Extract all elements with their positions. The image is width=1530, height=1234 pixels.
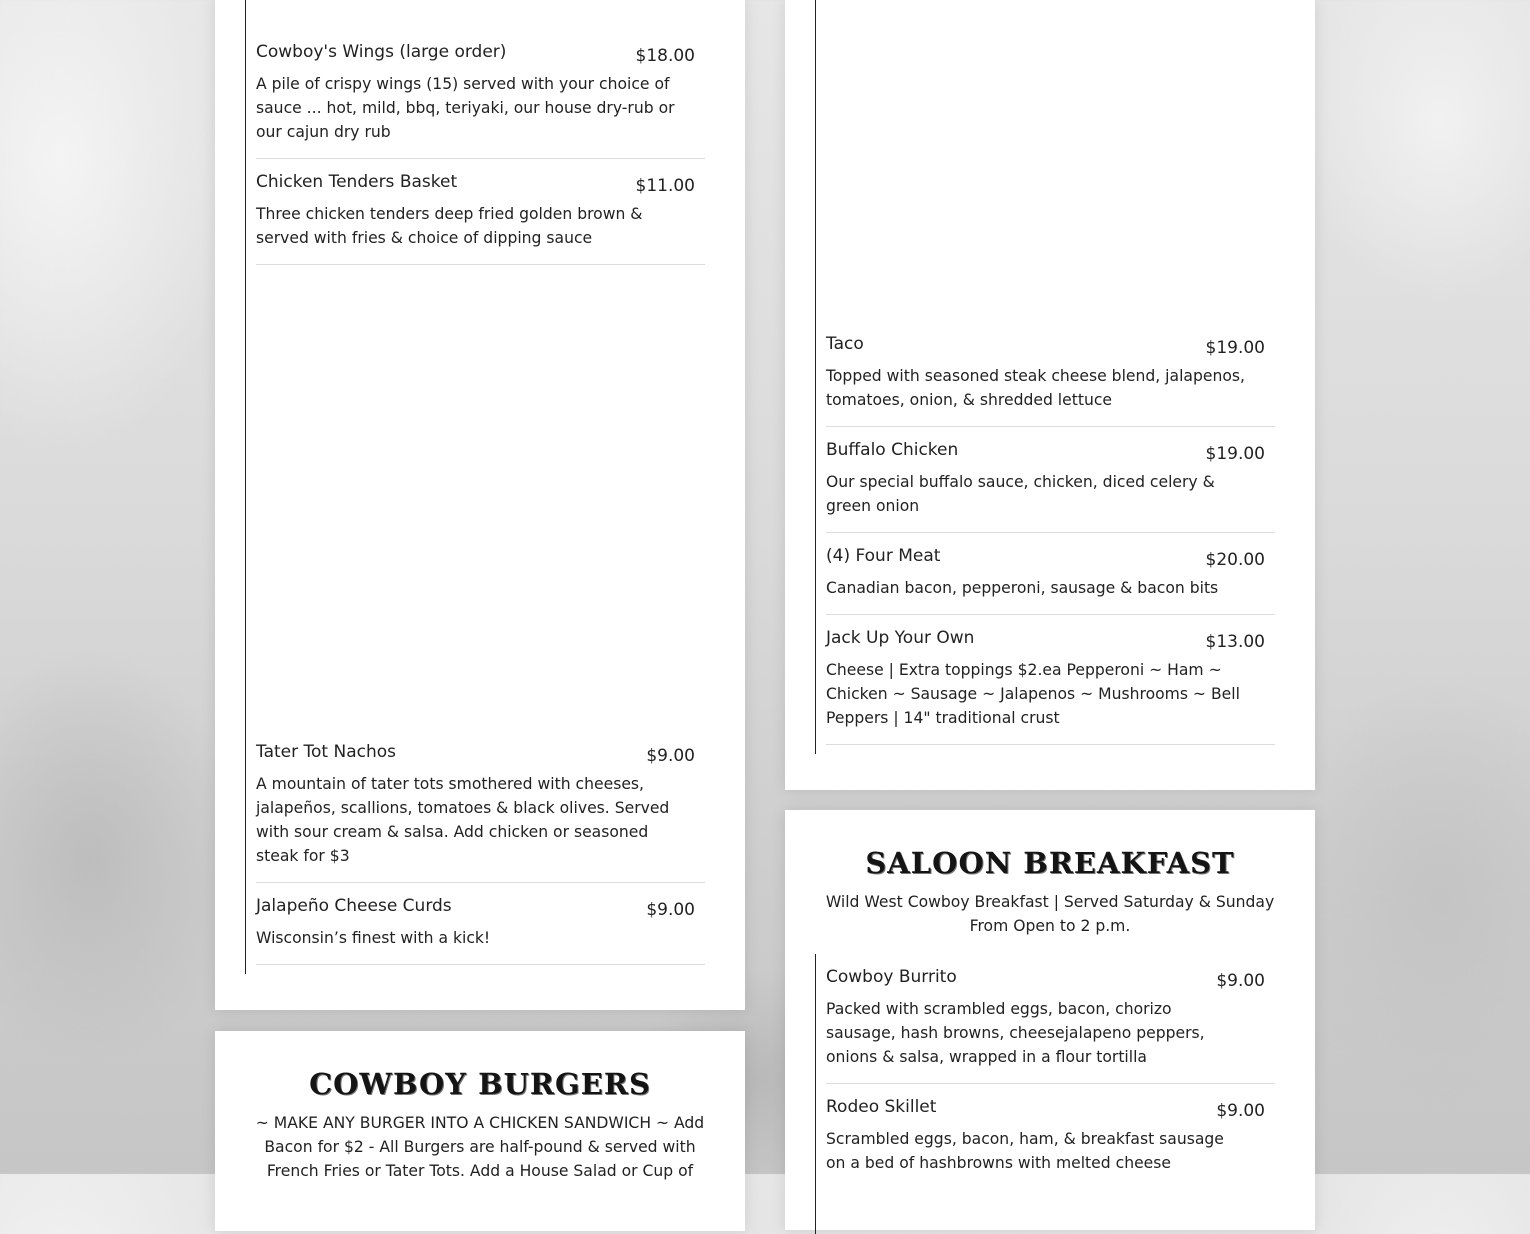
menu-item-name: Taco [826, 334, 864, 354]
menu-item-price: $19.00 [1205, 338, 1265, 358]
menu-item-price: $20.00 [1205, 550, 1265, 570]
menu-item-price: $9.00 [646, 900, 695, 920]
menu-item-description: Three chicken tenders deep fried golden brown & served with fries & choice of dipping sauce [256, 205, 643, 247]
menu-item-description: Wisconsin’s finest with a kick! [256, 929, 491, 947]
menu-item-name: Cowboy's Wings (large order) [256, 42, 507, 62]
menu-item-description: A pile of crispy wings (15) served with your choice of sauce ... hot, mild, bbq, teriyaki, our house dry-rub or our cajun dry rub [256, 75, 675, 141]
menu-item [256, 742, 705, 868]
appetizers-panel [215, 0, 745, 1010]
section-title: SALOON BREAKFAST [865, 846, 1235, 880]
menu-item-description: Canadian bacon, pepperoni, sausage & bacon bits [826, 579, 1219, 597]
menu-item-name: Buffalo Chicken [826, 440, 959, 460]
menu-item [826, 440, 1275, 518]
menu-item-description: Cheese | Extra toppings $2.ea Pepperoni ~ Ham ~ Chicken ~ Sausage ~ Jalapenos ~ Mushrooms ~ Bell Peppers | 14" traditional crust [826, 661, 1240, 727]
menu-item-description: A mountain of tater tots smothered with cheeses, jalapeños, scallions, tomatoes & black olives. Served with sour cream & salsa. Add chicken or seasoned steak for $3 [256, 775, 670, 865]
menu-item-price: $13.00 [1205, 632, 1265, 652]
menu-item-description: Our special buffalo sauce, chicken, diced celery & green onion [826, 473, 1215, 515]
menu-item [826, 334, 1275, 412]
menu-item-name: Cowboy Burrito [826, 967, 957, 987]
burgers-panel [215, 1031, 745, 1231]
menu-item-description: Topped with seasoned steak cheese blend, jalapenos, tomatoes, onion, & shredded lettuce [826, 367, 1245, 409]
menu-item-description: Scrambled eggs, bacon, ham, & breakfast sausage on a bed of hashbrowns with melted cheese [826, 1130, 1224, 1172]
menu-item-name: Jalapeño Cheese Curds [256, 896, 452, 916]
menu-item [826, 967, 1275, 1069]
section-title: COWBOY BURGERS [309, 1067, 651, 1101]
menu-item [256, 42, 705, 144]
item-separator [256, 264, 705, 265]
item-separator [826, 426, 1275, 427]
column-divider [815, 954, 816, 1234]
item-separator [256, 964, 705, 965]
section-subtitle: ~ MAKE ANY BURGER INTO A CHICKEN SANDWICH ~ Add Bacon for $2 - All Burgers are half-pound & served with French Fries or Tater Tots. Add a House Salad or Cup of [255, 1114, 705, 1180]
menu-item-name: Rodeo Skillet [826, 1097, 937, 1117]
menu-item [826, 628, 1275, 730]
column-divider [815, 0, 816, 754]
item-separator [826, 614, 1275, 615]
menu-item-price: $18.00 [635, 46, 695, 66]
menu-item-name: Chicken Tenders Basket [256, 172, 458, 192]
breakfast-panel [785, 810, 1315, 1230]
menu-item-name: Jack Up Your Own [826, 628, 975, 648]
menu-item [256, 896, 705, 950]
menu-item-price: $9.00 [1216, 971, 1265, 991]
menu-item-price: $9.00 [646, 746, 695, 766]
item-separator [826, 744, 1275, 745]
item-separator [256, 882, 705, 883]
column-divider [245, 0, 246, 974]
pizza-panel [785, 0, 1315, 790]
menu-item-name: (4) Four Meat [826, 546, 941, 566]
item-separator [826, 532, 1275, 533]
menu-item [826, 546, 1275, 600]
section-subtitle: Wild West Cowboy Breakfast | Served Saturday & Sunday From Open to 2 p.m. [825, 893, 1275, 935]
item-separator [256, 158, 705, 159]
menu-item-price: $11.00 [635, 176, 695, 196]
menu-item-price: $19.00 [1205, 444, 1265, 464]
menu-item [256, 172, 705, 250]
menu-item [826, 1097, 1275, 1175]
menu-item-price: $9.00 [1216, 1101, 1265, 1121]
menu-item-name: Tater Tot Nachos [256, 742, 396, 762]
menu-item-description: Packed with scrambled eggs, bacon, chorizo sausage, hash browns, cheesejalapeno peppers, onions & salsa, wrapped in a flour tortilla [826, 1000, 1205, 1066]
item-separator [826, 1083, 1275, 1084]
